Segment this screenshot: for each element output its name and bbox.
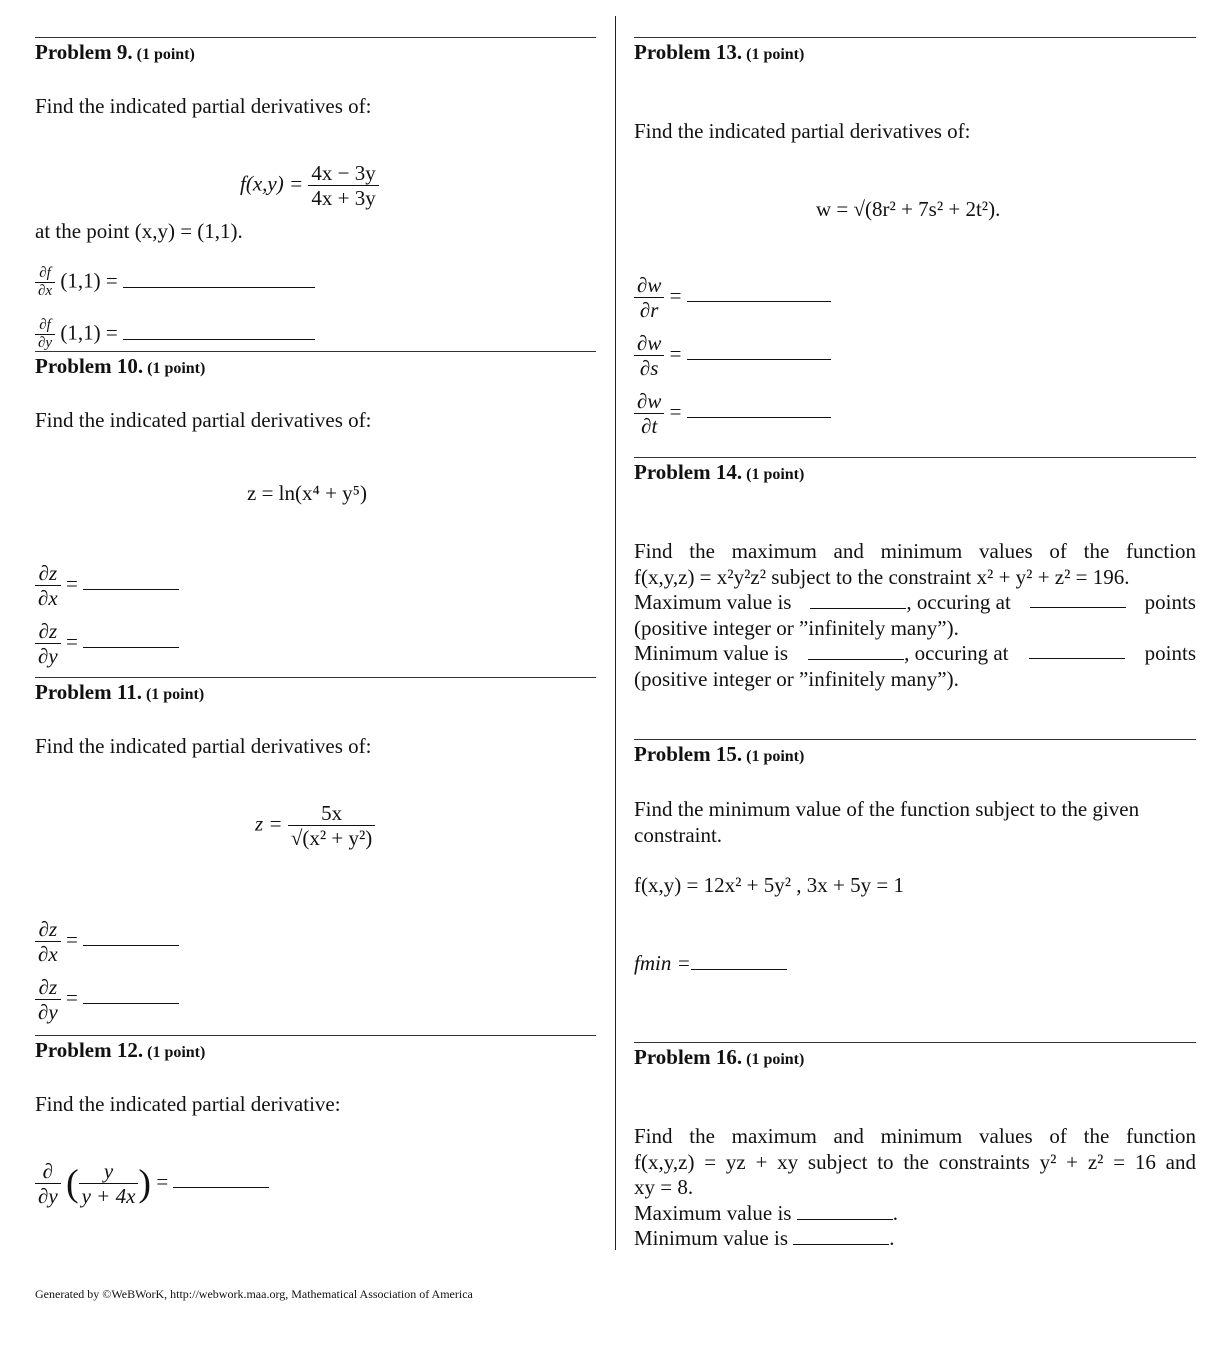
- problem-intro: Find the indicated partial derivative:: [35, 1092, 341, 1116]
- footer-credit: Generated by ©WeBWorK, http://webwork.maa.org, Mathematical Association of America: [35, 1287, 473, 1301]
- answer-row-zx: $\frac{\partial z}{\partial x}$ =: [35, 561, 179, 610]
- function-fraction: $\frac{5x}{\text{√(x² + y²)}}$: [288, 801, 375, 850]
- answer-blank-derivative[interactable]: [173, 1186, 269, 1188]
- problem-rule: [35, 677, 596, 678]
- answer-blank-wr[interactable]: [687, 300, 831, 302]
- problem-9: [35, 37, 596, 352]
- max-value-blank[interactable]: [797, 1218, 893, 1220]
- max-row: Maximum value is .: [634, 1200, 898, 1225]
- problem-intro: Find the minimum value of the function subject to the given constraint.: [634, 797, 1140, 847]
- answer-row-wt: $\frac{\partial w}{\partial t}$ =: [634, 389, 831, 438]
- problem-rule: [634, 739, 1196, 740]
- answer-blank-zy[interactable]: [83, 1002, 179, 1004]
- answer-blank-zx[interactable]: [83, 588, 179, 590]
- problem-15: [634, 739, 1196, 975]
- problem-rule: [35, 1035, 596, 1036]
- answer-row-zy: $\frac{\partial z}{\partial y}$ =: [35, 975, 179, 1024]
- problem-14: [634, 457, 1196, 691]
- problem-rule: [634, 457, 1196, 458]
- fmin-blank[interactable]: [691, 968, 787, 970]
- problem-intro: Find the indicated partial derivatives of:: [35, 94, 372, 118]
- problem-rule: [634, 1042, 1196, 1043]
- problem-title: Problem 10. (1 point): [35, 354, 206, 378]
- function-expression: z = ln(x⁴ + y⁵): [247, 481, 367, 505]
- problem-title: Problem 11. (1 point): [35, 680, 205, 704]
- answer-blank-ws[interactable]: [687, 358, 831, 360]
- max-value-blank[interactable]: [810, 607, 906, 609]
- answer-blank-wt[interactable]: [687, 416, 831, 418]
- fmin-row: fmin =: [634, 951, 787, 976]
- problem-intro: Find the indicated partial derivatives of:: [634, 119, 971, 143]
- answer-row-ws: $\frac{\partial w}{\partial s}$ =: [634, 331, 831, 380]
- answer-blank-zy[interactable]: [83, 646, 179, 648]
- min-value-blank[interactable]: [793, 1243, 889, 1245]
- min-count-blank[interactable]: [1029, 657, 1125, 659]
- problem-title: Problem 9. (1 point): [35, 40, 195, 64]
- problem-rule: [35, 37, 596, 38]
- problem-body: Find the maximum and minimum values of the function f(x,y,z) = x²y²z² subject to the constraint x² + y² + z² = 196. Maximum value is , occuring at points (positive integer or ”infinitely many”). Minimum value is , occuring at points (positive integer or ”infinitely many”).: [634, 539, 1196, 691]
- problem-rule: [634, 37, 1196, 38]
- problem-title: Problem 12. (1 point): [35, 1038, 206, 1062]
- answer-row-fx: $\frac{\partial f}{\partial x}$ (1,1) =: [35, 265, 315, 301]
- column-divider: [615, 16, 616, 1250]
- function-expression: z = $\frac{5x}{\text{√(x² + y²)}}$: [255, 801, 375, 850]
- function-fraction: $\frac{4x - 3y}{4x + 3y}$: [308, 161, 378, 210]
- answer-blank-fx[interactable]: [123, 286, 315, 288]
- function-expression: f(x,y) = 12x² + 5y² , 3x + 5y = 1: [634, 873, 904, 897]
- answer-row-derivative: $\frac{\partial}{\partial y}$ ( $\frac{y}{y + 4x}$ ) =: [35, 1159, 269, 1208]
- function-expression: w = √(8r² + 7s² + 2t²).: [816, 197, 1001, 221]
- min-row: Minimum value is , occuring at points: [634, 641, 1196, 665]
- problem-intro: Find the indicated partial derivatives of:: [35, 408, 372, 432]
- point-text: at the point (x,y) = (1,1).: [35, 219, 243, 243]
- problem-10: [35, 351, 596, 669]
- problem-title: Problem 16. (1 point): [634, 1045, 805, 1069]
- problem-intro: Find the indicated partial derivatives of:: [35, 734, 372, 758]
- problem-title: Problem 14. (1 point): [634, 460, 805, 484]
- problem-12: [35, 1035, 596, 1209]
- problem-11: [35, 677, 596, 1025]
- answer-blank-fy[interactable]: [123, 338, 315, 340]
- max-count-blank[interactable]: [1030, 606, 1126, 608]
- problem-title: Problem 15. (1 point): [634, 742, 805, 766]
- problem-rule: [35, 351, 596, 352]
- problem-16: [634, 1042, 1196, 1250]
- answer-row-wr: $\frac{\partial w}{\partial r}$ =: [634, 273, 831, 322]
- problem-title: Problem 13. (1 point): [634, 40, 805, 64]
- answer-blank-zx[interactable]: [83, 944, 179, 946]
- max-row: Maximum value is , occuring at points: [634, 590, 1196, 614]
- problem-body: Find the maximum and minimum values of the function f(x,y,z) = yz + xy subject to the constraints y² + z² = 16 and xy = 8. Maximum value is . Minimum value is .: [634, 1124, 1196, 1250]
- min-value-blank[interactable]: [808, 658, 904, 660]
- problem-13: [634, 37, 1196, 439]
- min-row: Minimum value is .: [634, 1226, 895, 1250]
- function-expression: f(x,y) = $\frac{4x - 3y}{4x + 3y}$: [240, 161, 379, 210]
- answer-row-zx: $\frac{\partial z}{\partial x}$ =: [35, 917, 179, 966]
- answer-row-zy: $\frac{\partial z}{\partial y}$ =: [35, 619, 179, 668]
- answer-row-fy: $\frac{\partial f}{\partial y}$ (1,1) =: [35, 317, 315, 353]
